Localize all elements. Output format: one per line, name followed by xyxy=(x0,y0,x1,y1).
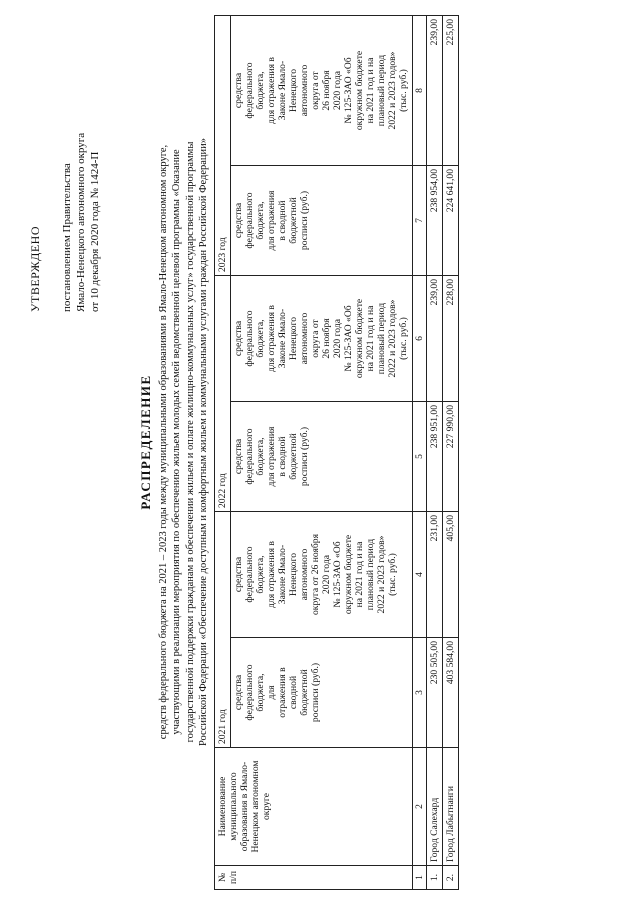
header-text-line: федерального xyxy=(244,428,256,485)
distribution-table xyxy=(214,15,459,890)
table-row xyxy=(426,16,442,890)
header-text-line: (тыс. руб.) xyxy=(387,553,399,596)
header-text-line: Законе Ямало- xyxy=(277,308,289,369)
col-header-law-2023 xyxy=(231,16,413,166)
heading-line-1: средств федерального бюджета на 2021 – 2023 годы между муниципальными образованиями в Ямало-Ненецком автономном округе, xyxy=(158,144,169,740)
col-header-budget-2022 xyxy=(231,402,413,512)
header-text-line: бюджета, xyxy=(255,319,267,358)
header-text-line: округа от 26 ноября xyxy=(310,533,322,616)
value-2021-rub: 230 505,00 xyxy=(426,638,442,748)
header-text-line: бюджета, xyxy=(255,673,267,712)
header-text-line: окружном бюджете xyxy=(343,534,355,615)
year-header-2023: 2023 год xyxy=(215,16,231,276)
year-header-2022: 2022 год xyxy=(215,276,231,512)
header-text-line: на 2021 год и на xyxy=(365,305,377,372)
header-text-line: окружном бюджете xyxy=(354,50,366,131)
header-text-line: Законе Ямало- xyxy=(277,60,289,121)
year-header-2021: 2021 год xyxy=(215,512,231,748)
header-text-line: 2020 года xyxy=(332,319,344,358)
header-text-line: для отражения xyxy=(266,426,278,487)
header-text-line: окружном бюджете xyxy=(354,298,366,379)
header-text-line: 2022 и 2023 годов» xyxy=(387,51,399,130)
header-text-line: Законе Ямало- xyxy=(277,544,289,605)
value-2023-rub: 224 641,00 xyxy=(442,166,458,276)
column-index: 7 xyxy=(412,166,426,276)
column-index-row xyxy=(412,16,426,890)
header-text-line: росписи (руб.) xyxy=(299,190,311,251)
header-text-line: плановый период xyxy=(365,538,377,611)
col-header-law-2021 xyxy=(231,512,413,638)
header-text-line: автономного xyxy=(299,548,311,601)
header-text-line: федерального xyxy=(244,310,256,367)
row-number: 2. xyxy=(442,866,458,890)
header-text-line: сводной xyxy=(288,675,300,710)
header-text-line: для отражения в xyxy=(266,305,278,372)
header-text-line: для отражения в xyxy=(266,57,278,124)
header-text-line: округа от xyxy=(310,71,322,110)
value-2021-rub: 403 584,00 xyxy=(442,638,458,748)
header-text-line: Ненецкого xyxy=(288,316,300,361)
header-text-line: Ненецкого xyxy=(288,68,300,113)
value-2022-tys: 239,00 xyxy=(426,276,442,402)
header-text-line: федерального xyxy=(244,62,256,119)
header-text-line: бюджетной xyxy=(299,669,311,716)
header-text-line: росписи (руб.) xyxy=(299,426,311,487)
header-text-line: бюджета, xyxy=(255,201,267,240)
header-text-line: федерального xyxy=(244,664,256,721)
heading-line-2: участвующими в реализации мероприятия по обеспечению жильем молодых семей ведомственной целевой программы «Оказание xyxy=(171,149,183,735)
header-text-line: средства xyxy=(233,674,244,711)
col-header-no: № п/п xyxy=(215,866,413,890)
table-row xyxy=(442,16,458,890)
col-header-budget-2023 xyxy=(231,166,413,276)
document-heading xyxy=(138,32,211,852)
column-index: 8 xyxy=(412,16,426,166)
approval-title: УТВЕРЖДЕНО xyxy=(28,225,42,312)
header-text-line: бюджета, xyxy=(255,555,267,594)
header-text-line: автономного xyxy=(299,312,311,365)
header-text-line: бюджета, xyxy=(255,437,267,476)
header-text-line: бюджета, xyxy=(255,71,267,110)
header-text-line: автономного xyxy=(299,64,311,117)
header-row-years xyxy=(215,16,231,890)
heading-line-4: Российской Федерации «Обеспечение доступным и комфортным жильем и коммунальными услугами граждан Российской Федерации» xyxy=(198,137,210,747)
value-2021-tys: 405,00 xyxy=(442,512,458,638)
header-text-line: 2020 года xyxy=(332,71,344,110)
header-text-line: федерального xyxy=(244,192,256,249)
approval-line-1: постановлением Правительства xyxy=(61,163,73,312)
header-text-line: для отражения xyxy=(266,190,278,251)
header-text-line: округа от xyxy=(310,319,322,358)
header-text-line: (тыс. руб.) xyxy=(398,317,410,360)
column-index: 3 xyxy=(412,638,426,748)
value-2022-rub: 238 951,00 xyxy=(426,402,442,512)
header-text-line: бюджетной xyxy=(288,197,300,244)
approval-block xyxy=(28,12,102,312)
value-2023-tys: 239,00 xyxy=(426,16,442,166)
heading-line-3: государственной поддержки гражданам в обеспечении жильем и оплате жилищно-коммунальных услуг» государственной программы xyxy=(184,141,196,743)
header-text-line: в сводной xyxy=(277,200,289,241)
header-text-line: средства xyxy=(233,438,244,475)
header-text-line: для xyxy=(266,685,278,700)
col-header-municipality: Наименование муниципального образования в Ямало-Ненецком автономном округе xyxy=(215,748,413,866)
header-text-line: средства xyxy=(233,556,244,593)
header-text-line: 2020 года xyxy=(321,555,333,594)
header-text-line: росписи (руб.) xyxy=(310,662,322,723)
rotated-page xyxy=(20,12,620,892)
approval-line-2: Ямало-Ненецкого автономного округа xyxy=(74,132,87,312)
header-text-line: бюджетной xyxy=(288,433,300,480)
header-text-line: для отражения в xyxy=(266,541,278,608)
approval-line-3: от 10 декабря 2020 года № 1424-П xyxy=(88,151,101,312)
header-text-line: отражения в xyxy=(277,667,289,718)
header-text-line: в сводной xyxy=(277,436,289,477)
header-text-line: Ненецкого xyxy=(288,552,300,597)
row-number: 1. xyxy=(426,866,442,890)
column-index: 5 xyxy=(412,402,426,512)
column-index: 4 xyxy=(412,512,426,638)
value-2023-rub: 238 954,00 xyxy=(426,166,442,276)
value-2021-tys: 231,00 xyxy=(426,512,442,638)
header-text-line: № 125-ЗАО «Об xyxy=(332,541,344,608)
column-index: 1 xyxy=(412,866,426,890)
value-2023-tys: 225,00 xyxy=(442,16,458,166)
document-title: РАСПРЕДЕЛЕНИЕ xyxy=(138,374,153,510)
header-text-line: на 2021 год и на xyxy=(354,541,366,608)
municipality-name: Город Салехард xyxy=(426,748,442,866)
header-text-line: 26 ноября xyxy=(321,318,333,359)
column-index: 2 xyxy=(412,748,426,866)
column-index: 6 xyxy=(412,276,426,402)
col-header-law-2022 xyxy=(231,276,413,402)
header-text-line: 2022 и 2023 годов» xyxy=(376,535,388,614)
header-text-line: № 125-ЗАО «Об xyxy=(343,57,355,124)
municipality-name: Город Лабытнанги xyxy=(442,748,458,866)
header-text-line: на 2021 год и на xyxy=(365,57,377,124)
header-text-line: № 125-ЗАО «Об xyxy=(343,305,355,372)
header-text-line: плановый период xyxy=(376,302,388,375)
value-2022-tys: 228,00 xyxy=(442,276,458,402)
header-text-line: средства xyxy=(233,202,244,239)
header-text-line: плановый период xyxy=(376,54,388,127)
header-text-line: федерального xyxy=(244,546,256,603)
value-2022-rub: 227 990,00 xyxy=(442,402,458,512)
header-text-line: средства xyxy=(233,72,244,109)
header-text-line: 2022 и 2023 годов» xyxy=(387,299,399,378)
header-text-line: (тыс. руб.) xyxy=(398,69,410,112)
header-text-line: 26 ноября xyxy=(321,70,333,111)
header-text-line: средства xyxy=(233,320,244,357)
col-header-budget-2021 xyxy=(231,638,413,748)
